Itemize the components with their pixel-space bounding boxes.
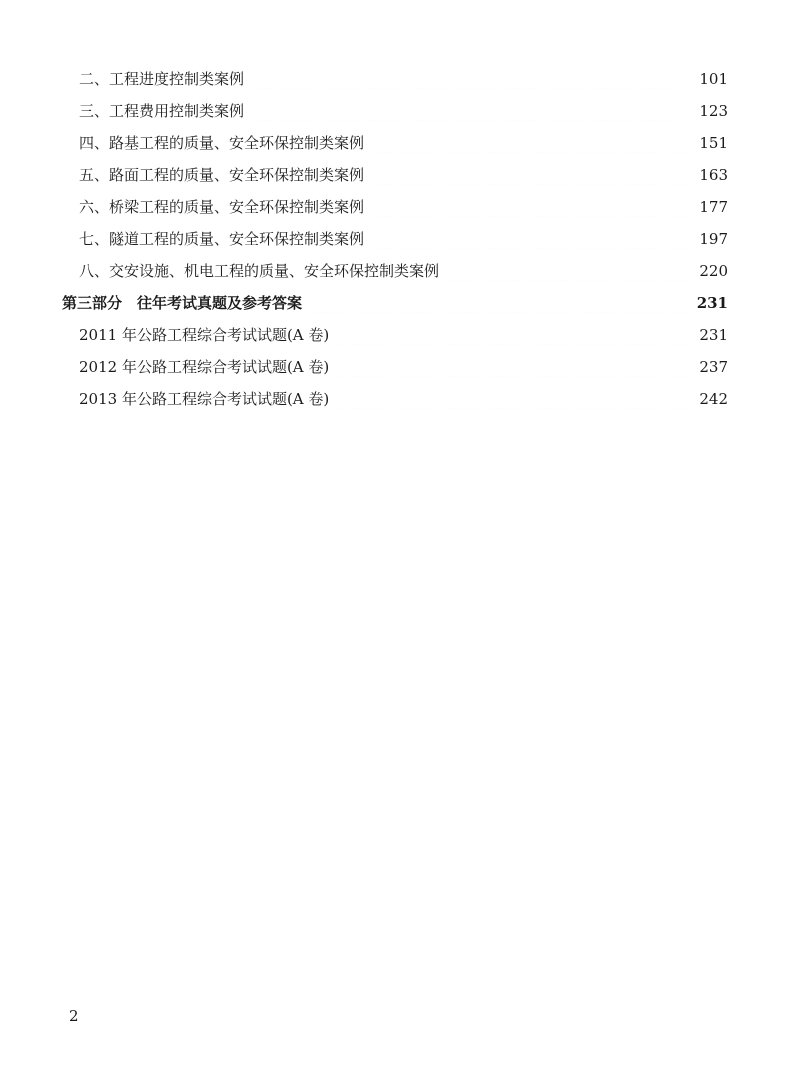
dot-leader [372, 165, 688, 185]
toc-entry [62, 255, 728, 287]
toc-entry [62, 159, 728, 191]
toc-entry-page: 220 [699, 262, 728, 280]
toc-part-title: 第三部分 往年考试真题及参考答案 [62, 294, 303, 312]
dot-leader [337, 389, 688, 409]
toc-entry-page: 242 [699, 390, 728, 408]
toc-entry-page: 151 [699, 134, 728, 152]
toc-entry [62, 319, 728, 351]
toc-entry [62, 223, 728, 255]
dot-leader [337, 325, 688, 345]
toc-entry [62, 383, 728, 415]
toc-entry-page: 123 [699, 102, 728, 120]
toc-entry-title: 四、路基工程的质量、安全环保控制类案例 [79, 134, 365, 152]
toc-entry-title: 六、桥梁工程的质量、安全环保控制类案例 [79, 198, 365, 216]
toc-entry-page: 177 [699, 198, 728, 216]
toc-entry-page: 231 [699, 326, 728, 344]
dot-leader [372, 133, 688, 153]
dot-leader [372, 229, 688, 249]
dot-leader [306, 293, 688, 313]
toc-entry-page: 101 [699, 70, 728, 88]
toc-entry [62, 63, 728, 95]
toc-entry-page: 163 [699, 166, 728, 184]
toc-entry-page: 237 [699, 358, 728, 376]
dot-leader [372, 197, 688, 217]
table-of-contents [62, 63, 728, 415]
toc-part-heading [62, 287, 728, 319]
toc-entry-title: 五、路面工程的质量、安全环保控制类案例 [79, 166, 365, 184]
toc-entry-page: 197 [699, 230, 728, 248]
dot-leader [337, 357, 688, 377]
dot-leader [447, 261, 688, 281]
toc-entry-title: 二、工程进度控制类案例 [79, 70, 245, 88]
dot-leader [252, 69, 688, 89]
toc-entry [62, 191, 728, 223]
toc-entry-title: 八、交安设施、机电工程的质量、安全环保控制类案例 [79, 262, 440, 280]
toc-entry-title: 三、工程费用控制类案例 [79, 102, 245, 120]
page-number: 2 [69, 1007, 79, 1025]
dot-leader [252, 101, 688, 121]
toc-entry-page: 231 [696, 294, 728, 312]
toc-entry [62, 127, 728, 159]
toc-entry [62, 95, 728, 127]
toc-entry-title: 2012 年公路工程综合考试试题(A 卷) [79, 358, 330, 376]
toc-entry-title: 2013 年公路工程综合考试试题(A 卷) [79, 390, 330, 408]
toc-entry-title: 2011 年公路工程综合考试试题(A 卷) [79, 326, 330, 344]
toc-entry [62, 351, 728, 383]
toc-entry-title: 七、隧道工程的质量、安全环保控制类案例 [79, 230, 365, 248]
